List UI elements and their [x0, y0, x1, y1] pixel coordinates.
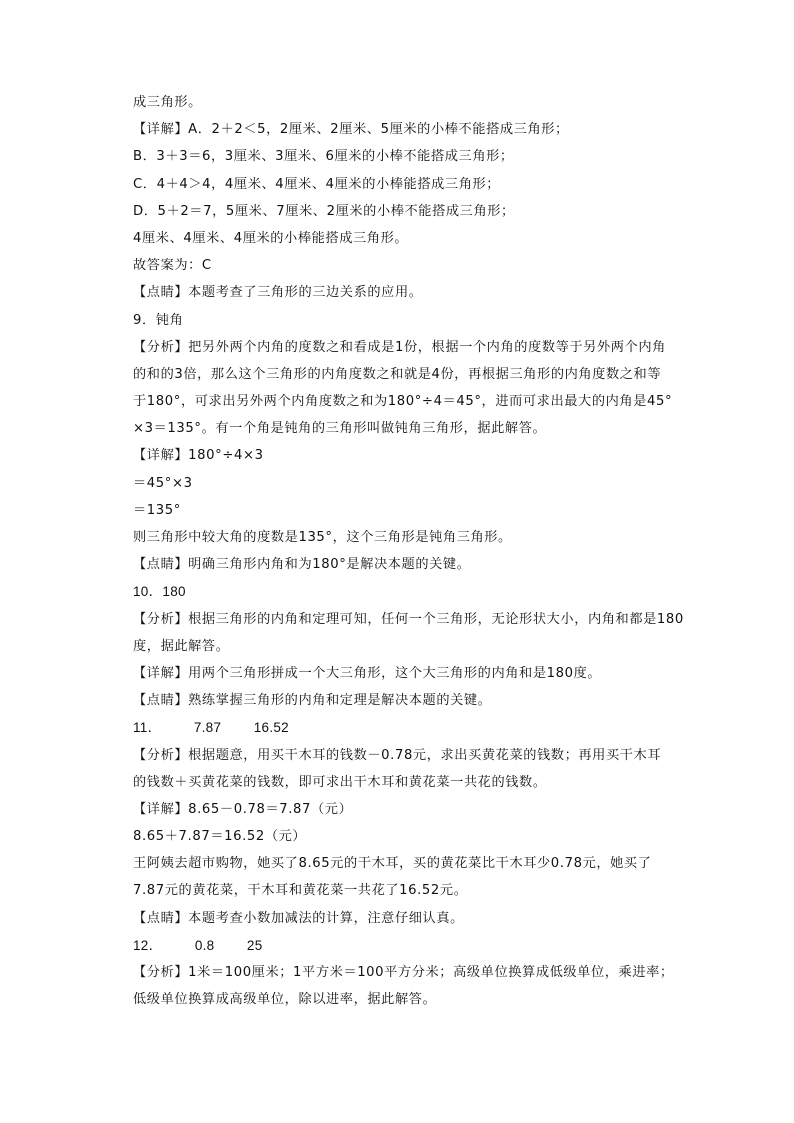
- text-line: 【分析】1米＝100厘米；1平方米＝100平方分米；高级单位换算成低级单位，乘进率；: [133, 965, 674, 980]
- text-line: 故答案为：C: [133, 258, 212, 274]
- text-line: 【分析】把另外两个内角的度数之和看成是1份，根据一个内角的度数等于另外两个内角: [133, 339, 666, 355]
- text-line: 则三角形中较大角的度数是135°，这个三角形是钝角三角形。: [133, 530, 512, 545]
- text-line: 【点睛】本题考查小数加减法的计算，注意仔细认真。: [133, 910, 464, 926]
- text-line: ＝135°: [133, 502, 181, 518]
- text-line: 【详解】用两个三角形拼成一个大三角形，这个大三角形的内角和是180度。: [133, 665, 602, 681]
- text-line: ＝45°×3: [133, 475, 193, 491]
- question-number: 10．180: [133, 584, 186, 600]
- text-line: 成三角形。: [133, 95, 202, 110]
- text-line: 的钱数＋买黄花菜的钱数，即可求出干木耳和黄花菜一共花的钱数。: [133, 774, 547, 790]
- text-line: 【详解】8.65－0.78＝7.87（元）: [133, 801, 353, 817]
- text-line: 低级单位换算成高级单位，除以进率，据此解答。: [133, 992, 437, 1008]
- text-line: 8.65＋7.87＝16.52（元）: [133, 829, 307, 845]
- text-line: 于180°，可求出另外两个内角度数之和为180°÷4＝45°，进而可求出最大的内角是45°: [133, 394, 673, 410]
- text-line: 【分析】根据题意，用买干木耳的钱数－0.78元，求出买黄花菜的钱数；再用买干木耳: [133, 747, 662, 763]
- text-line: 【详解】A．2＋2＜5，2厘米、2厘米、5厘米的小棒不能搭成三角形；: [133, 122, 569, 138]
- text-line: 度，据此解答。: [133, 638, 230, 654]
- text-line: C．4＋4＞4，4厘米、4厘米、4厘米的小棒能搭成三角形；: [133, 176, 501, 192]
- question-number: 12． 0.8 25: [133, 937, 263, 953]
- text-line: 王阿姨去超市购物，她买了8.65元的干木耳，买的黄花菜比干木耳少0.78元，她买了: [133, 856, 652, 872]
- text-line: B．3＋3＝6，3厘米、3厘米、6厘米的小棒不能搭成三角形；: [133, 149, 514, 165]
- text-line: 的和的3倍，那么这个三角形的内角度数之和就是4份，再根据三角形的内角度数之和等: [133, 366, 662, 382]
- text-line: 4厘米、4厘米、4厘米的小棒能搭成三角形。: [133, 230, 409, 246]
- text-line: 【详解】180°÷4×3: [133, 448, 264, 464]
- text-line: ×3＝135°。有一个角是钝角的三角形叫做钝角三角形，据此解答。: [133, 421, 547, 437]
- text-line: 7.87元的黄花菜，干木耳和黄花菜一共花了16.52元。: [133, 883, 468, 899]
- text-line: D．5＋2＝7，5厘米、7厘米、2厘米的小棒不能搭成三角形；: [133, 203, 515, 219]
- document-body: [133, 89, 693, 1013]
- text-line: 【点睛】明确三角形内角和为180°是解决本题的关键。: [133, 557, 471, 573]
- question-number: 11． 7.87 16.52: [133, 720, 289, 736]
- text-line: 【分析】根据三角形的内角和定理可知，任何一个三角形，无论形状大小，内角和都是180: [133, 611, 684, 627]
- question-number: 9．钝角: [133, 312, 184, 328]
- text-line: 【点睛】熟练掌握三角形的内角和定理是解决本题的关键。: [133, 693, 492, 709]
- text-line: 【点睛】本题考查了三角形的三边关系的应用。: [133, 285, 423, 301]
